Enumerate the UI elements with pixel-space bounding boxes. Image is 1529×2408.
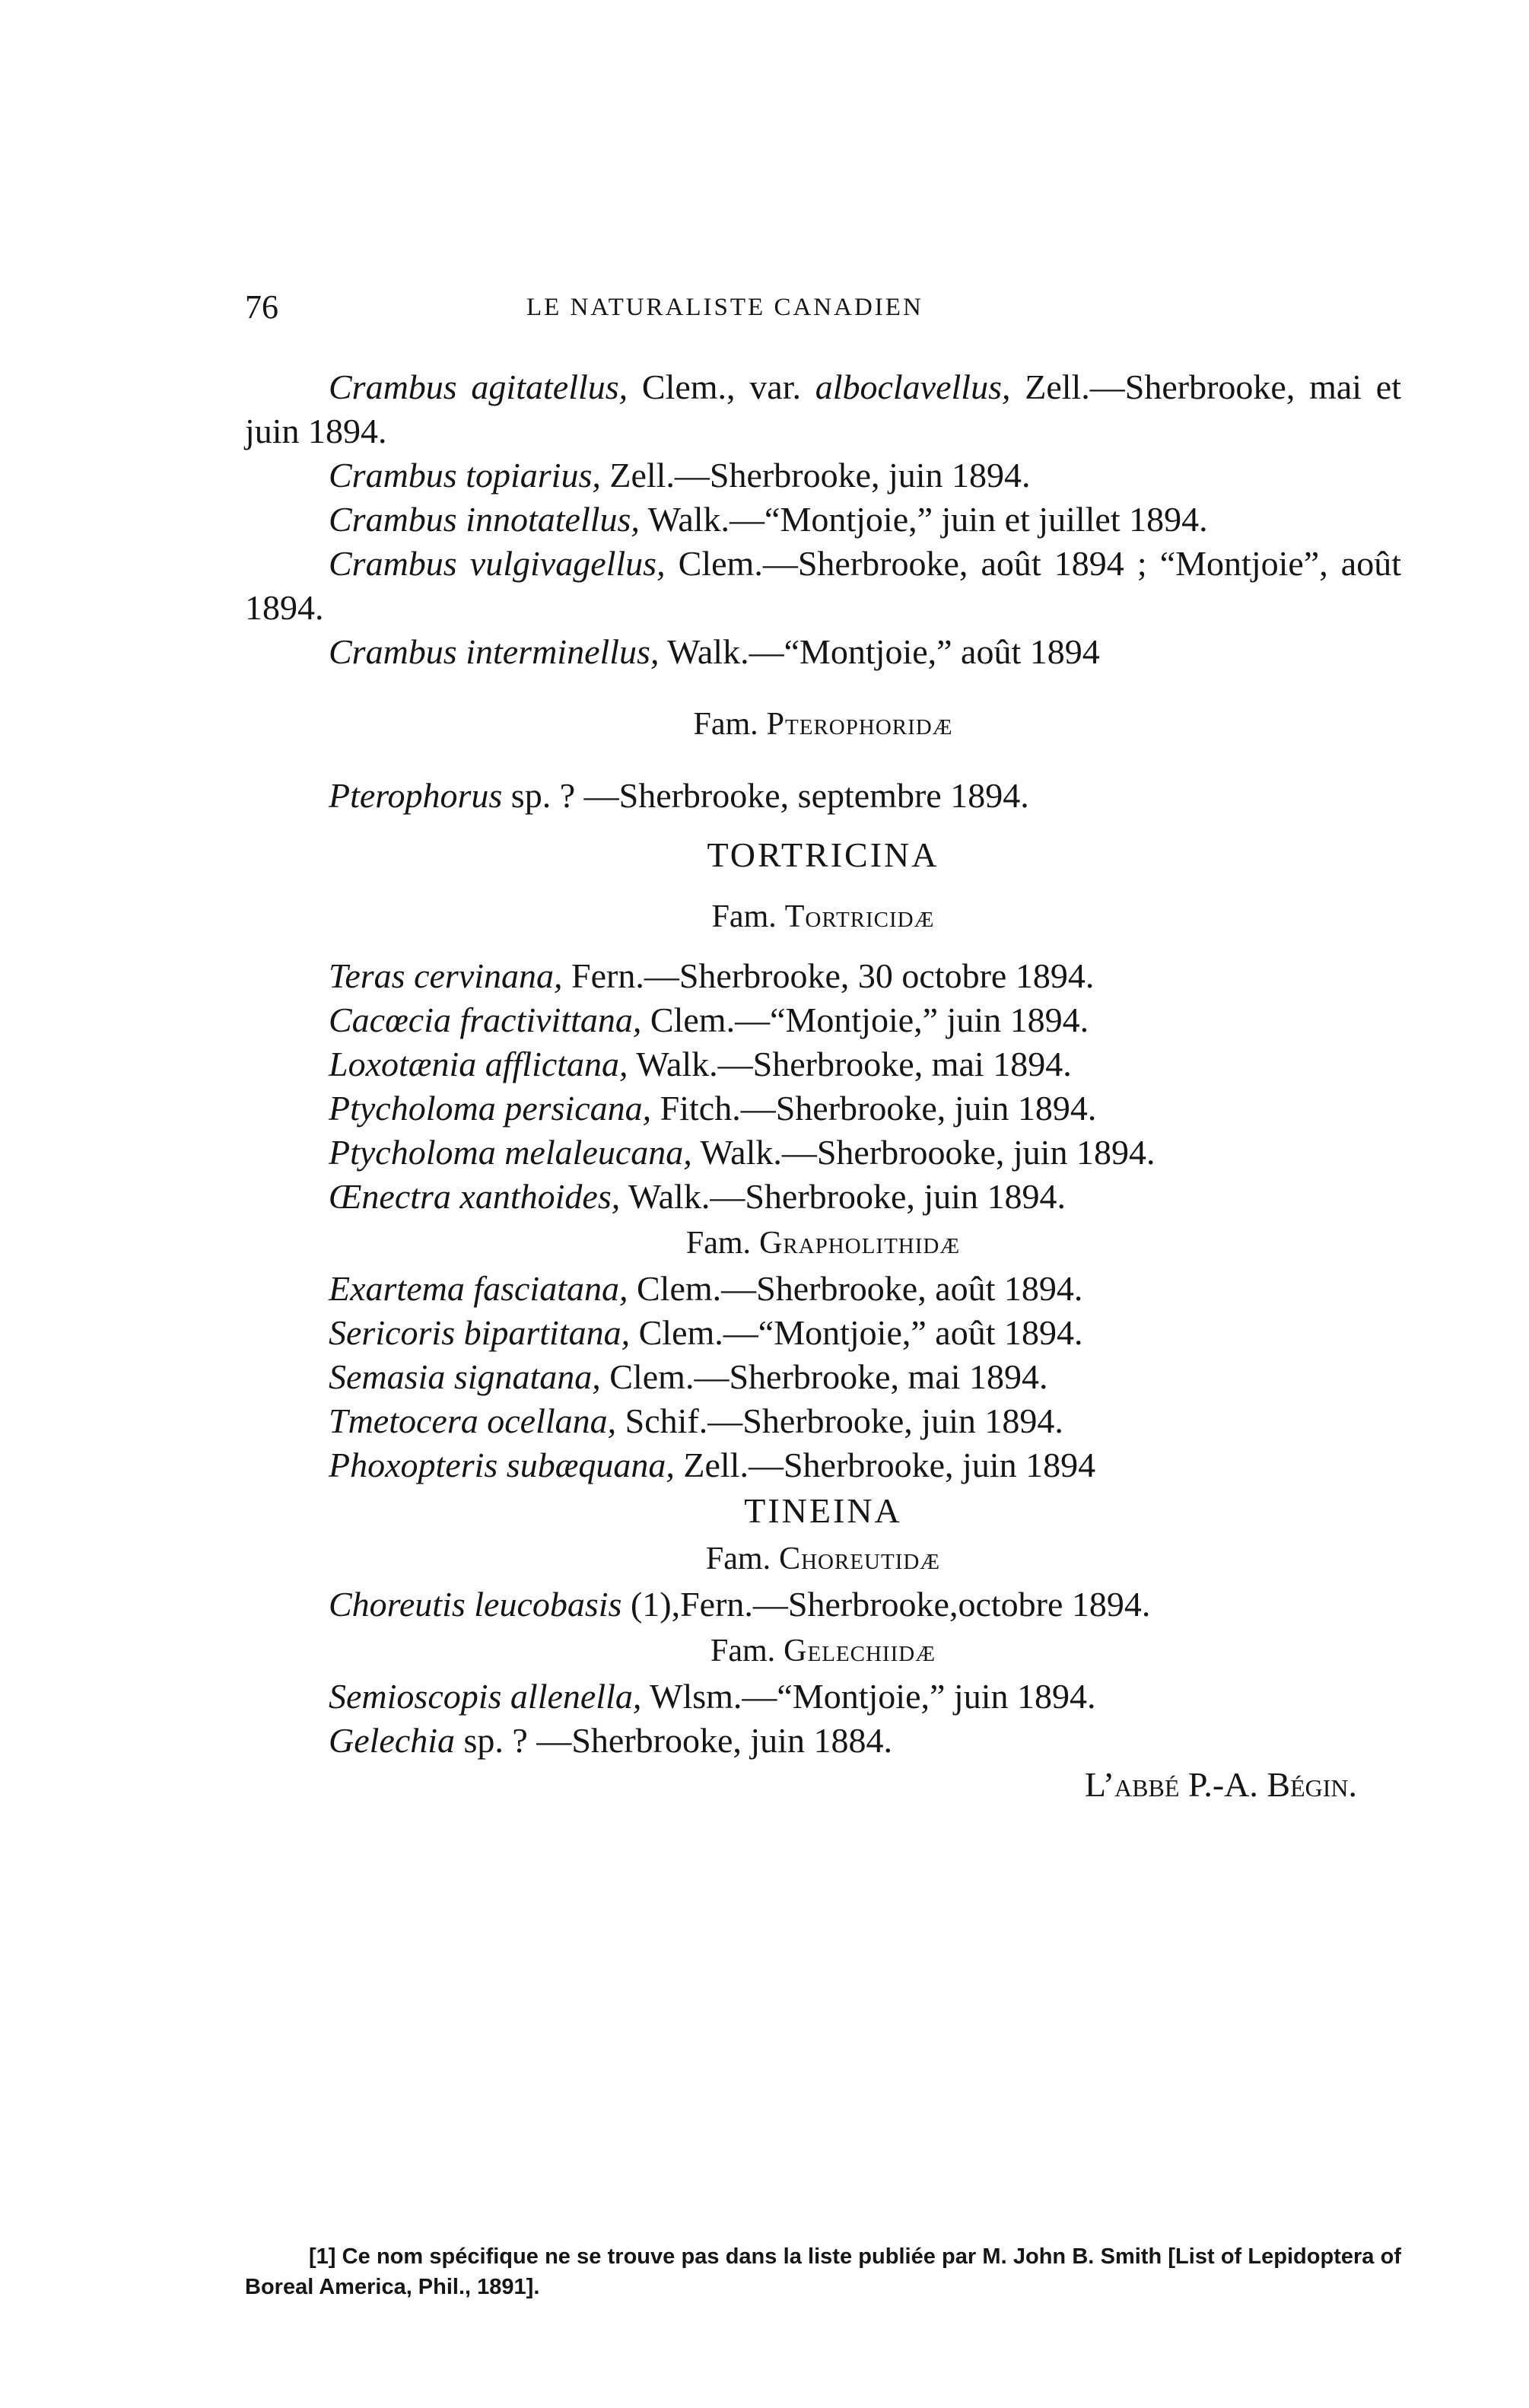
species-name: Crambus agitatellus, xyxy=(329,367,628,406)
entry-text: sp. ? —Sherbrooke, juin 1884. xyxy=(455,1721,892,1760)
family-label: Fam. xyxy=(693,707,758,742)
entry-text: Walk.—Sherbrooke, mai 1894. xyxy=(628,1045,1072,1083)
species-name: Cacœcia fractivittana, xyxy=(329,1000,642,1039)
species-name: Crambus vulgivagellus, xyxy=(329,544,666,583)
entry-text: Clem.—Sherbrooke, août 1894 ; “Montjoie”, août 1894. xyxy=(245,544,1401,627)
species-entry xyxy=(245,1443,1401,1487)
family-heading xyxy=(245,1535,1401,1583)
entry-text: Schif.—Sherbrooke, juin 1894. xyxy=(616,1401,1063,1440)
body-text xyxy=(245,365,1401,1807)
species-entry xyxy=(245,1175,1401,1219)
species-entry xyxy=(245,1042,1401,1086)
species-entry xyxy=(245,1399,1401,1443)
species-name: Tmetocera ocellana, xyxy=(329,1401,617,1440)
species-name: Ptycholoma persicana, xyxy=(329,1089,652,1128)
page-header xyxy=(245,288,1401,333)
entry-text: Wlsm.—“Montjoie,” juin 1894. xyxy=(641,1677,1096,1716)
species-name: Exartema fasciatana, xyxy=(329,1269,628,1308)
species-entry xyxy=(245,1086,1401,1131)
entry-text: Fitch.—Sherbrooke, juin 1894. xyxy=(651,1089,1097,1128)
species-entry xyxy=(245,1355,1401,1399)
family-label: Fam. xyxy=(711,899,777,934)
family-heading xyxy=(245,892,1401,940)
species-entry xyxy=(245,1131,1401,1175)
entry-text: Walk.—Sherbrooke, juin 1894. xyxy=(620,1177,1066,1216)
entry-text: sp. ? —Sherbrooke, septembre 1894. xyxy=(502,776,1029,815)
species-entry xyxy=(245,1719,1401,1763)
species-entry xyxy=(245,453,1401,498)
entry-text: Walk.—“Montjoie,” août 1894 xyxy=(659,632,1100,671)
species-name: Pterophorus xyxy=(329,776,503,815)
family-label: Fam. xyxy=(710,1633,776,1668)
family-name: Pterophoridæ xyxy=(766,707,953,742)
entry-text: Clem., var. xyxy=(628,367,815,406)
species-entry xyxy=(245,1675,1401,1719)
family-name: Grapholithidæ xyxy=(759,1226,961,1261)
species-entry xyxy=(245,498,1401,542)
family-heading xyxy=(245,1627,1401,1675)
entry-text: Zell.—Sherbrooke, juin 1894 xyxy=(674,1446,1096,1484)
species-entry xyxy=(245,998,1401,1042)
family-name: Choreutidæ xyxy=(779,1541,941,1576)
species-name: Phoxopteris subæquana, xyxy=(329,1446,675,1484)
species-name: Loxotænia afflictana, xyxy=(329,1045,628,1083)
species-entry xyxy=(245,1583,1401,1627)
entry-text: Zell.—Sherbrooke, mai et juin 1894. xyxy=(245,367,1401,450)
entry-text: Walk.—“Montjoie,” juin et juillet 1894. xyxy=(639,500,1208,539)
family-heading xyxy=(245,700,1401,748)
variety-name: alboclavellus, xyxy=(815,367,1011,406)
running-head: LE NATURALISTE CANADIEN xyxy=(526,294,923,321)
family-name: Gelechiidæ xyxy=(784,1633,936,1668)
entry-text: Clem.—Sherbrooke, août 1894. xyxy=(628,1269,1083,1308)
tribe-heading: TORTRICINA xyxy=(707,835,939,874)
species-entry xyxy=(245,954,1401,998)
entry-text: Fern.—Sherbrooke, 30 octobre 1894. xyxy=(562,956,1095,995)
entry-text: Zell.—Sherbrooke, juin 1894. xyxy=(600,456,1031,495)
author-signature: L’abbé P.-A. Bégin. xyxy=(1084,1765,1357,1804)
species-name: Œnectra xanthoides, xyxy=(329,1177,621,1216)
page-number: 76 xyxy=(245,288,278,326)
entry-text: Clem.—“Montjoie,” août 1894. xyxy=(630,1313,1083,1352)
species-entry xyxy=(245,1267,1401,1311)
footnote: [1] Ce nom spécifique ne se trouve pas dans la liste publiée par M. John B. Smith [List of Lepidoptera of Boreal America, Phil., 1891]. xyxy=(245,2244,1401,2299)
family-name: Tortricidæ xyxy=(784,899,935,934)
species-name: Crambus topiarius, xyxy=(329,456,601,495)
species-name: Choreutis leucobasis xyxy=(329,1585,622,1624)
family-heading xyxy=(245,1219,1401,1267)
species-entry xyxy=(245,1311,1401,1355)
species-entry xyxy=(245,365,1401,453)
species-name: Gelechia xyxy=(329,1721,456,1760)
tribe-heading: TINEINA xyxy=(744,1491,902,1530)
species-name: Teras cervinana, xyxy=(329,956,563,995)
species-name: Crambus interminellus, xyxy=(329,632,660,671)
species-name: Ptycholoma melaleucana, xyxy=(329,1133,692,1172)
species-name: Sericoris bipartitana, xyxy=(329,1313,631,1352)
species-name: Semioscopis allenella, xyxy=(329,1677,642,1716)
family-label: Fam. xyxy=(705,1541,771,1576)
family-label: Fam. xyxy=(685,1226,752,1261)
species-entry xyxy=(245,542,1401,630)
species-name: Crambus innotatellus, xyxy=(329,500,640,539)
entry-text: Walk.—Sherbroooke, juin 1894. xyxy=(691,1133,1155,1172)
species-entry xyxy=(245,774,1401,818)
species-entry xyxy=(245,630,1401,674)
entry-text: Clem.—Sherbrooke, mai 1894. xyxy=(600,1357,1048,1396)
entry-text: (1),Fern.—Sherbrooke,octobre 1894. xyxy=(621,1585,1151,1624)
entry-text: Clem.—“Montjoie,” juin 1894. xyxy=(641,1000,1089,1039)
species-name: Semasia signatana, xyxy=(329,1357,601,1396)
